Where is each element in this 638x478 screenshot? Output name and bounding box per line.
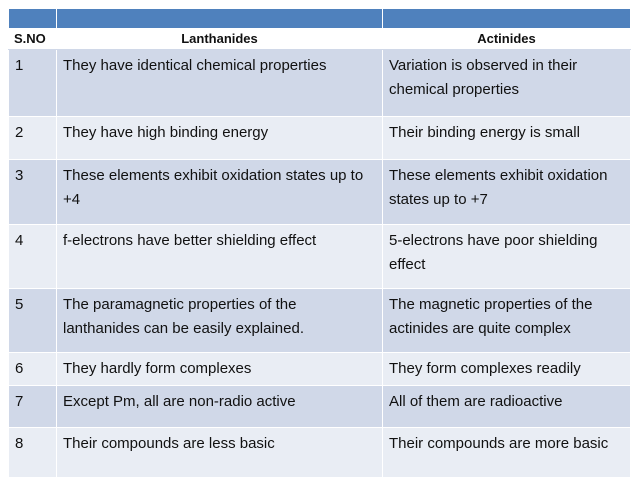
cell-lanthanides: They hardly form complexes <box>57 353 383 386</box>
cell-sno: 3 <box>9 160 57 225</box>
header-lanthanides: Lanthanides <box>57 29 383 50</box>
cell-sno: 1 <box>9 50 57 117</box>
header-row <box>9 29 631 50</box>
table-row <box>9 353 631 386</box>
cell-lanthanides: The paramagnetic properties of the lanthanides can be easily explained. <box>57 289 383 353</box>
table-row <box>9 117 631 160</box>
band-cell <box>383 9 631 29</box>
cell-lanthanides: These elements exhibit oxidation states up to +4 <box>57 160 383 225</box>
table-row <box>9 50 631 117</box>
band-cell <box>57 9 383 29</box>
header-sno: S.NO <box>9 29 57 50</box>
cell-sno: 5 <box>9 289 57 353</box>
cell-actinides: Their compounds are more basic <box>383 428 631 478</box>
comparison-table <box>8 8 631 478</box>
cell-sno: 8 <box>9 428 57 478</box>
table-row <box>9 160 631 225</box>
cell-lanthanides: Their compounds are less basic <box>57 428 383 478</box>
cell-sno: 4 <box>9 225 57 289</box>
table-row <box>9 225 631 289</box>
cell-sno: 2 <box>9 117 57 160</box>
cell-actinides: 5-electrons have poor shielding effect <box>383 225 631 289</box>
band-cell <box>9 9 57 29</box>
table-row <box>9 289 631 353</box>
cell-actinides: Variation is observed in their chemical properties <box>383 50 631 117</box>
cell-lanthanides: Except Pm, all are non-radio active <box>57 386 383 428</box>
header-actinides: Actinides <box>383 29 631 50</box>
cell-actinides: These elements exhibit oxidation states up to +7 <box>383 160 631 225</box>
cell-sno: 7 <box>9 386 57 428</box>
cell-actinides: All of them are radioactive <box>383 386 631 428</box>
header-band <box>9 9 631 29</box>
table-row <box>9 386 631 428</box>
table-row <box>9 428 631 478</box>
cell-lanthanides: f-electrons have better shielding effect <box>57 225 383 289</box>
cell-actinides: They form complexes readily <box>383 353 631 386</box>
cell-actinides: Their binding energy is small <box>383 117 631 160</box>
cell-sno: 6 <box>9 353 57 386</box>
cell-actinides: The magnetic properties of the actinides are quite complex <box>383 289 631 353</box>
cell-lanthanides: They have identical chemical properties <box>57 50 383 117</box>
cell-lanthanides: They have high binding energy <box>57 117 383 160</box>
